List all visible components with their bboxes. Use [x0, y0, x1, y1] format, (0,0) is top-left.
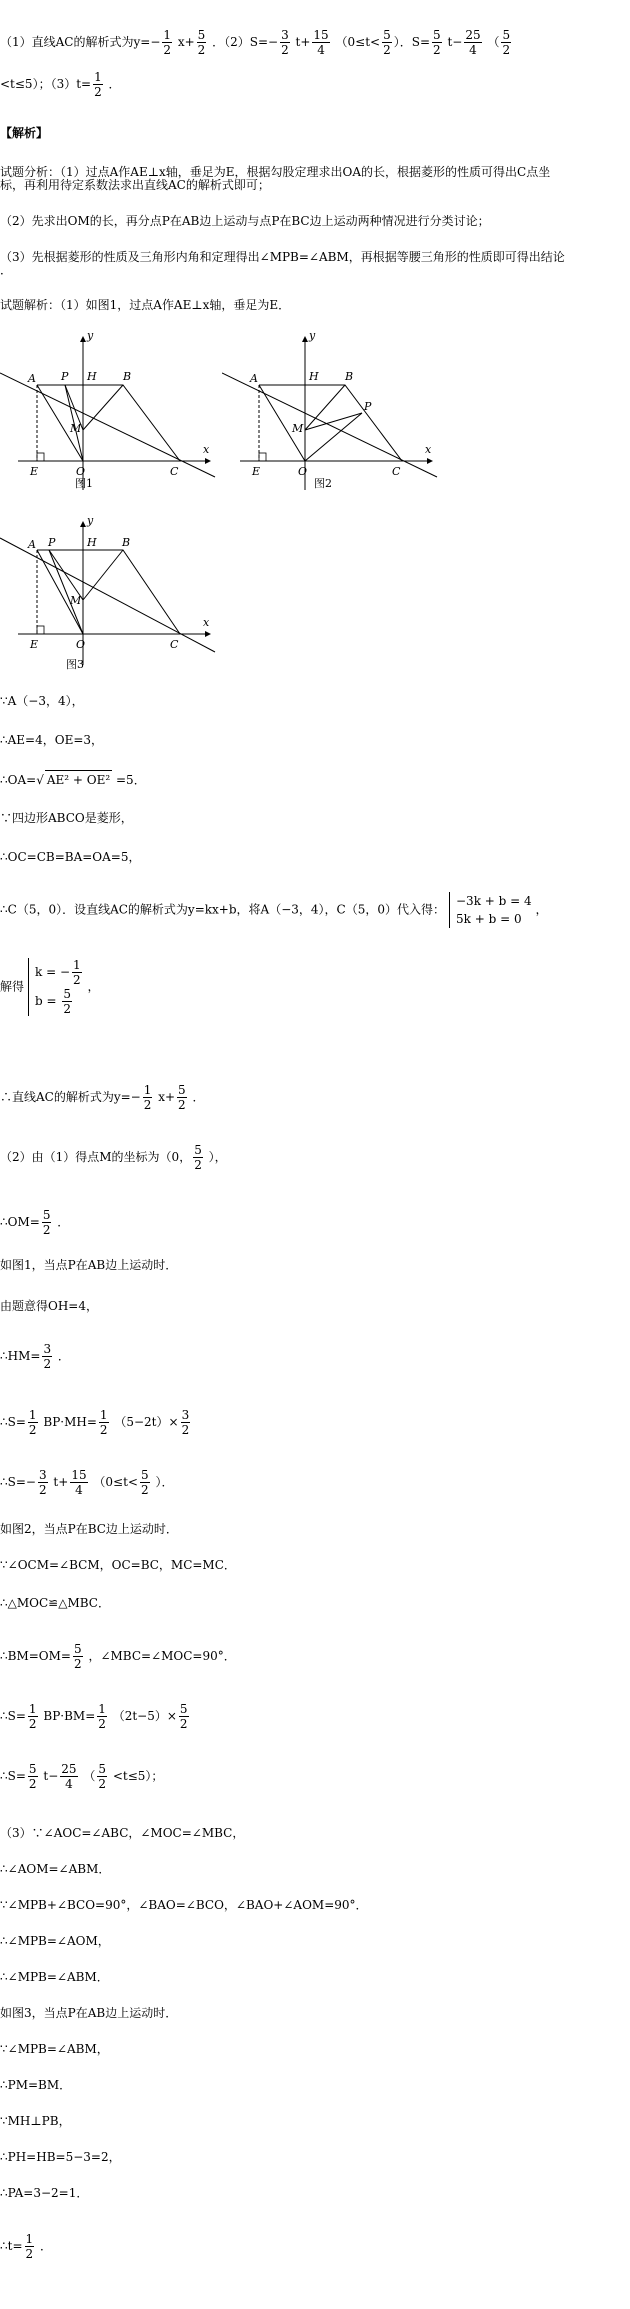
label-O: O	[298, 465, 308, 478]
label-P: P	[61, 370, 69, 383]
step-6: ∴C（5，0）．设直线AC的解析式为y=kx+b，将A（−3，4），C（5，0）代入得： −3k + b = 4 5k + b = 0 ，	[0, 894, 548, 926]
label-M: M	[70, 594, 82, 607]
step-23: ∴∠AOM=∠ABM．	[0, 1862, 111, 1876]
step-10: ∴OM= $\frac{5}{2}$ ．	[0, 1208, 70, 1237]
step-5: ∴OC=CB=BA=OA=5，	[0, 850, 141, 864]
step-25: ∴∠MPB=∠AOM，	[0, 1934, 110, 1948]
step-13: ∴HM= $\frac{3}{2}$ ．	[0, 1342, 70, 1371]
step-19: ∴BM=OM= $\frac{5}{2}$ ，∠MBC=∠MOC=90°．	[0, 1642, 236, 1671]
analysis-title: 【解析】	[0, 126, 49, 140]
step-33: ∴t= $\frac{1}{2}$ ．	[0, 2232, 52, 2261]
label-B: B	[122, 536, 131, 549]
label-C: C	[170, 638, 179, 651]
label-x: x	[203, 443, 210, 456]
figure-1	[0, 325, 225, 508]
label-y: y	[87, 514, 94, 527]
label-A: A	[250, 372, 258, 385]
label-E: E	[30, 638, 39, 651]
label-y: y	[309, 329, 316, 342]
label-H: H	[87, 370, 97, 383]
step-14: ∴S= $\frac{1}{2}$ BP·MH= $\frac{1}{2}$ （5−2t）× $\frac{3}{2}$	[0, 1408, 190, 1437]
analysis-p1a: 试题分析：（1）过点A作AE⊥x轴，垂足为E，根据勾股定理求出OA的长，根据菱形的性质可得出C点坐	[0, 165, 551, 179]
step-29: ∴PM=BM．	[0, 2078, 72, 2092]
step-31: ∴PH=HB=5−3=2，	[0, 2150, 121, 2164]
label-A: A	[28, 538, 36, 551]
step-30: ∵MH⊥PB，	[0, 2114, 71, 2128]
label-B: B	[345, 370, 354, 383]
step-22: （3）∵∠AOC=∠ABC，∠MOC=∠MBC，	[0, 1826, 245, 1840]
label-O: O	[76, 465, 86, 478]
step-32: ∴PA=3−2=1．	[0, 2186, 89, 2200]
label-O: O	[76, 638, 86, 651]
step-24: ∵∠MPB+∠BCO=90°，∠BAO=∠BCO，∠BAO+∠AOM=90°．	[0, 1898, 368, 1912]
answer-line-1: （1）直线AC的解析式为y=− $\frac{1}{2}$ x+ $\frac{5}{2}$ ．（2）S=− $\frac{3}{2}$ t+ $\frac{15}{4}$ （0≤t< $\frac{5}{2}$ ）．S= $\frac{5}{2}$ t− $\frac{25}{4}$ （ $\frac{5}{2}$	[0, 28, 511, 57]
step-11: 如图1，当点P在AB边上运动时．	[0, 1258, 178, 1272]
label-A: A	[28, 372, 36, 385]
step-9: （2）由（1）得点M的坐标为（0， $\frac{5}{2}$ ），	[0, 1143, 227, 1172]
answer-line-2: <t≤5）；（3）t= $\frac{1}{2}$ ．	[0, 70, 121, 99]
step-4: ∵四边形ABCO是菱形，	[0, 811, 133, 825]
step-16: 如图2，当点P在BC边上运动时．	[0, 1522, 178, 1536]
step-15: ∴S=− $\frac{3}{2}$ t+ $\frac{15}{4}$ （0≤t< $\frac{5}{2}$ ）．	[0, 1468, 174, 1497]
step-12: 由题意得OH=4，	[0, 1299, 98, 1313]
label-y: y	[87, 329, 94, 342]
step-8: ∴直线AC的解析式为y=− $\frac{1}{2}$ x+ $\frac{5}{2}$ ．	[0, 1083, 205, 1112]
label-M: M	[292, 422, 304, 435]
figure-1-caption: 图1	[75, 477, 93, 490]
step-2: ∴AE=4，OE=3，	[0, 733, 104, 747]
figure-2	[222, 325, 447, 508]
label-B: B	[123, 370, 132, 383]
label-C: C	[170, 465, 179, 478]
figure-3-caption: 图3	[66, 658, 84, 671]
label-E: E	[30, 465, 39, 478]
step-27: 如图3，当点P在AB边上运动时．	[0, 2006, 178, 2020]
analysis-p3a: （3）先根据菱形的性质及三角形内角和定理得出∠MPB=∠ABM，再根据等腰三角形的性质即可得出结论	[0, 250, 565, 264]
analysis-p1b: 标，再利用待定系数法求出直线AC的解析式即可；	[0, 178, 270, 192]
step-20: ∴S= $\frac{1}{2}$ BP·BM= $\frac{1}{2}$ （2t−5）× $\frac{5}{2}$	[0, 1702, 188, 1731]
step-17: ∵∠OCM=∠BCM，OC=BC，MC=MC．	[0, 1558, 236, 1572]
step-1: ∵A（−3，4），	[0, 694, 84, 708]
label-H: H	[87, 536, 97, 549]
label-H: H	[309, 370, 319, 383]
step-7: 解得 k = − $\frac{1}{2}$ b = $\frac{5}{2}$ ，	[0, 958, 100, 1016]
label-x: x	[425, 443, 432, 456]
label-C: C	[392, 465, 401, 478]
analysis-p3b: ．	[0, 263, 13, 277]
solution-intro: 试题解析：（1）如图1，过点A作AE⊥x轴，垂足为E．	[0, 298, 291, 312]
label-x: x	[203, 616, 210, 629]
label-P: P	[364, 400, 372, 413]
label-M: M	[70, 422, 82, 435]
step-3: ∴OA=√ AE² + OE² =5．	[0, 770, 146, 789]
label-P: P	[48, 536, 56, 549]
step-28: ∵∠MPB=∠ABM，	[0, 2042, 109, 2056]
analysis-p2: （2）先求出OM的长，再分点P在AB边上运动与点P在BC边上运动两种情况进行分类讨论；	[0, 214, 490, 228]
step-21: ∴S= $\frac{5}{2}$ t− $\frac{25}{4}$ （ $\frac{5}{2}$ <t≤5）；	[0, 1762, 164, 1791]
label-E: E	[252, 465, 261, 478]
step-26: ∴∠MPB=∠ABM．	[0, 1970, 109, 1984]
figure-3	[0, 510, 225, 683]
figure-2-caption: 图2	[314, 477, 332, 490]
step-18: ∴△MOC≌△MBC．	[0, 1596, 110, 1610]
